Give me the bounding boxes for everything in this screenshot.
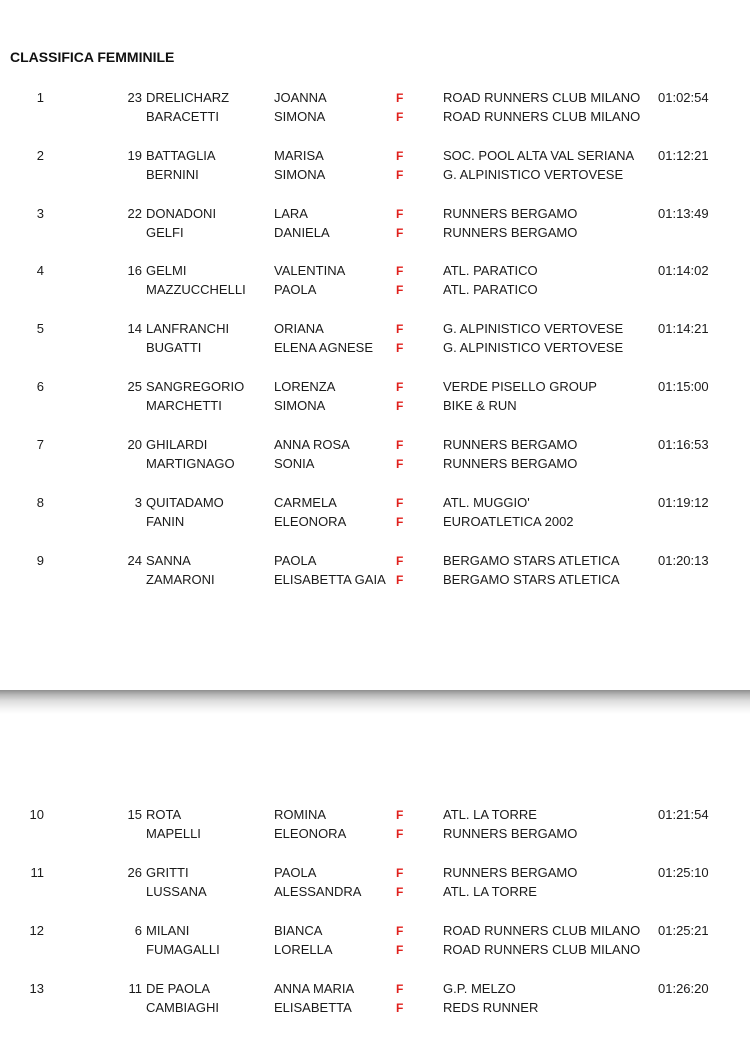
- sex-label: F: [396, 515, 404, 529]
- sex-label: F: [396, 573, 404, 587]
- first-name: SIMONA: [274, 398, 326, 413]
- result-row: [0, 551, 750, 591]
- club-name: ATL. LA TORRE: [443, 807, 537, 822]
- sex-label: F: [396, 924, 404, 938]
- athlete-2-line: [0, 338, 750, 358]
- club-name: SOC. POOL ALTA VAL SERIANA: [443, 148, 635, 163]
- sex-label: F: [396, 1001, 404, 1015]
- finish-time: 01:25:21: [658, 923, 709, 938]
- sex-label: F: [396, 149, 404, 163]
- club-name: ATL. PARATICO: [443, 263, 538, 278]
- first-name: PAOLA: [274, 282, 317, 297]
- athlete-1-line: [0, 979, 750, 999]
- position-number: 1: [36, 90, 44, 105]
- club-name: RUNNERS BERGAMO: [443, 225, 578, 240]
- athlete-2-line: [0, 940, 750, 960]
- athlete-1-line: [0, 551, 750, 571]
- bib-number: 25: [127, 379, 142, 394]
- athlete-1-line: [0, 377, 750, 397]
- finish-time: 01:12:21: [658, 148, 709, 163]
- bib-number: 20: [127, 437, 142, 452]
- surname: DONADONI: [146, 206, 217, 221]
- surname: BUGATTI: [146, 340, 202, 355]
- club-name: ROAD RUNNERS CLUB MILANO: [443, 109, 641, 124]
- first-name: SONIA: [274, 456, 315, 471]
- athlete-1-line: [0, 435, 750, 455]
- sex-label: F: [396, 110, 404, 124]
- first-name: ANNA MARIA: [274, 981, 355, 996]
- surname: BERNINI: [146, 167, 199, 182]
- athlete-1-line: [0, 146, 750, 166]
- athlete-2-line: [0, 396, 750, 416]
- first-name: ELEONORA: [274, 826, 347, 841]
- club-name: RUNNERS BERGAMO: [443, 206, 578, 221]
- surname: MAPELLI: [146, 826, 201, 841]
- athlete-2-line: [0, 107, 750, 127]
- sex-label: F: [396, 554, 404, 568]
- athlete-2-line: [0, 824, 750, 844]
- sex-label: F: [396, 168, 404, 182]
- position-number: 3: [36, 206, 44, 221]
- first-name: ELENA AGNESE: [274, 340, 373, 355]
- bib-number: 6: [134, 923, 142, 938]
- result-row: [0, 921, 750, 961]
- surname: GRITTI: [146, 865, 189, 880]
- athlete-1-line: [0, 493, 750, 513]
- first-name: PAOLA: [274, 865, 317, 880]
- page-break: [0, 690, 750, 714]
- first-name: MARISA: [274, 148, 324, 163]
- club-name: REDS RUNNER: [443, 1000, 539, 1015]
- surname: BARACETTI: [146, 109, 219, 124]
- position-number: 5: [36, 321, 44, 336]
- position-number: 12: [29, 923, 44, 938]
- first-name: LORELLA: [274, 942, 333, 957]
- finish-time: 01:21:54: [658, 807, 709, 822]
- club-name: BERGAMO STARS ATLETICA: [443, 572, 620, 587]
- result-row: [0, 319, 750, 359]
- surname: DRELICHARZ: [146, 90, 230, 105]
- bib-number: 3: [134, 495, 142, 510]
- surname: SANGREGORIO: [146, 379, 245, 394]
- first-name: DANIELA: [274, 225, 330, 240]
- position-number: 9: [36, 553, 44, 568]
- club-name: G. ALPINISTICO VERTOVESE: [443, 321, 624, 336]
- club-name: G. ALPINISTICO VERTOVESE: [443, 167, 624, 182]
- first-name: ALESSANDRA: [274, 884, 362, 899]
- athlete-2-line: [0, 882, 750, 902]
- bib-number: 11: [128, 981, 142, 996]
- first-name: CARMELA: [274, 495, 337, 510]
- surname: ZAMARONI: [146, 572, 215, 587]
- bib-number: 23: [127, 90, 142, 105]
- first-name: SIMONA: [274, 109, 326, 124]
- position-number: 6: [36, 379, 44, 394]
- result-row: [0, 261, 750, 301]
- sex-label: F: [396, 438, 404, 452]
- finish-time: 01:25:10: [658, 865, 709, 880]
- sex-label: F: [396, 982, 404, 996]
- first-name: PAOLA: [274, 553, 317, 568]
- first-name: ELISABETTA GAIA: [274, 572, 386, 587]
- club-name: ATL. MUGGIO': [443, 495, 530, 510]
- surname: GHILARDI: [146, 437, 208, 452]
- athlete-2-line: [0, 570, 750, 590]
- result-row: [0, 377, 750, 417]
- first-name: JOANNA: [274, 90, 327, 105]
- bib-number: 22: [127, 206, 142, 221]
- bib-number: 15: [127, 807, 142, 822]
- finish-time: 01:16:53: [658, 437, 709, 452]
- athlete-1-line: [0, 921, 750, 941]
- club-name: ROAD RUNNERS CLUB MILANO: [443, 942, 641, 957]
- finish-time: 01:15:00: [658, 379, 709, 394]
- club-name: BIKE & RUN: [443, 398, 517, 413]
- surname: ROTA: [146, 807, 182, 822]
- sex-label: F: [396, 457, 404, 471]
- position-number: 11: [30, 865, 44, 880]
- first-name: ROMINA: [274, 807, 326, 822]
- first-name: ELEONORA: [274, 514, 347, 529]
- sex-label: F: [396, 91, 404, 105]
- surname: DE PAOLA: [146, 981, 211, 996]
- finish-time: 01:26:20: [658, 981, 709, 996]
- sex-label: F: [396, 885, 404, 899]
- surname: BATTAGLIA: [146, 148, 216, 163]
- finish-time: 01:14:02: [658, 263, 709, 278]
- sex-label: F: [396, 827, 404, 841]
- result-row: [0, 204, 750, 244]
- athlete-1-line: [0, 204, 750, 224]
- surname: QUITADAMO: [146, 495, 224, 510]
- first-name: ELISABETTA: [274, 1000, 352, 1015]
- athlete-2-line: [0, 280, 750, 300]
- position-number: 8: [36, 495, 44, 510]
- result-row: [0, 805, 750, 845]
- result-row: [0, 863, 750, 903]
- club-name: RUNNERS BERGAMO: [443, 456, 578, 471]
- finish-time: 01:14:21: [658, 321, 709, 336]
- surname: FUMAGALLI: [146, 942, 220, 957]
- athlete-2-line: [0, 454, 750, 474]
- first-name: LORENZA: [274, 379, 336, 394]
- first-name: ORIANA: [274, 321, 324, 336]
- finish-time: 01:20:13: [658, 553, 709, 568]
- finish-time: 01:13:49: [658, 206, 709, 221]
- result-row: [0, 435, 750, 475]
- bib-number: 19: [127, 148, 142, 163]
- finish-time: 01:19:12: [658, 495, 709, 510]
- athlete-1-line: [0, 319, 750, 339]
- position-number: 7: [36, 437, 44, 452]
- club-name: ATL. LA TORRE: [443, 884, 537, 899]
- surname: MAZZUCCHELLI: [146, 282, 246, 297]
- club-name: ROAD RUNNERS CLUB MILANO: [443, 90, 641, 105]
- bib-number: 16: [127, 263, 142, 278]
- sex-label: F: [396, 496, 404, 510]
- bib-number: 14: [127, 321, 142, 336]
- result-row: [0, 88, 750, 128]
- result-row: [0, 146, 750, 186]
- sex-label: F: [396, 380, 404, 394]
- athlete-1-line: [0, 805, 750, 825]
- club-name: RUNNERS BERGAMO: [443, 826, 578, 841]
- club-name: G.P. MELZO: [443, 981, 516, 996]
- first-name: LARA: [274, 206, 308, 221]
- athlete-2-line: [0, 165, 750, 185]
- sex-label: F: [396, 322, 404, 336]
- surname: CAMBIAGHI: [146, 1000, 219, 1015]
- club-name: RUNNERS BERGAMO: [443, 865, 578, 880]
- surname: GELFI: [146, 225, 184, 240]
- sex-label: F: [396, 808, 404, 822]
- position-number: 2: [36, 148, 44, 163]
- club-name: ATL. PARATICO: [443, 282, 538, 297]
- result-row: [0, 979, 750, 1019]
- bib-number: 24: [127, 553, 142, 568]
- surname: FANIN: [146, 514, 185, 529]
- page-title: CLASSIFICA FEMMINILE: [10, 49, 175, 65]
- sex-label: F: [396, 341, 404, 355]
- sex-label: F: [396, 943, 404, 957]
- position-number: 13: [29, 981, 44, 996]
- club-name: RUNNERS BERGAMO: [443, 437, 578, 452]
- club-name: VERDE PISELLO GROUP: [443, 379, 597, 394]
- surname: LANFRANCHI: [146, 321, 230, 336]
- surname: SANNA: [146, 553, 191, 568]
- surname: GELMI: [146, 263, 187, 278]
- finish-time: 01:02:54: [658, 90, 709, 105]
- sex-label: F: [396, 866, 404, 880]
- bib-number: 26: [127, 865, 142, 880]
- sex-label: F: [396, 226, 404, 240]
- first-name: ANNA ROSA: [274, 437, 350, 452]
- athlete-2-line: [0, 223, 750, 243]
- athlete-2-line: [0, 998, 750, 1018]
- club-name: ROAD RUNNERS CLUB MILANO: [443, 923, 641, 938]
- position-number: 10: [29, 807, 44, 822]
- position-number: 4: [36, 263, 44, 278]
- athlete-1-line: [0, 863, 750, 883]
- sex-label: F: [396, 207, 404, 221]
- athlete-1-line: [0, 88, 750, 108]
- surname: MILANI: [146, 923, 190, 938]
- club-name: EUROATLETICA 2002: [443, 514, 574, 529]
- first-name: VALENTINA: [274, 263, 346, 278]
- athlete-2-line: [0, 512, 750, 532]
- surname: MARTIGNAGO: [146, 456, 235, 471]
- club-name: BERGAMO STARS ATLETICA: [443, 553, 620, 568]
- sex-label: F: [396, 283, 404, 297]
- club-name: G. ALPINISTICO VERTOVESE: [443, 340, 624, 355]
- surname: LUSSANA: [146, 884, 207, 899]
- surname: MARCHETTI: [146, 398, 222, 413]
- sex-label: F: [396, 399, 404, 413]
- first-name: BIANCA: [274, 923, 323, 938]
- sex-label: F: [396, 264, 404, 278]
- first-name: SIMONA: [274, 167, 326, 182]
- athlete-1-line: [0, 261, 750, 281]
- result-row: [0, 493, 750, 533]
